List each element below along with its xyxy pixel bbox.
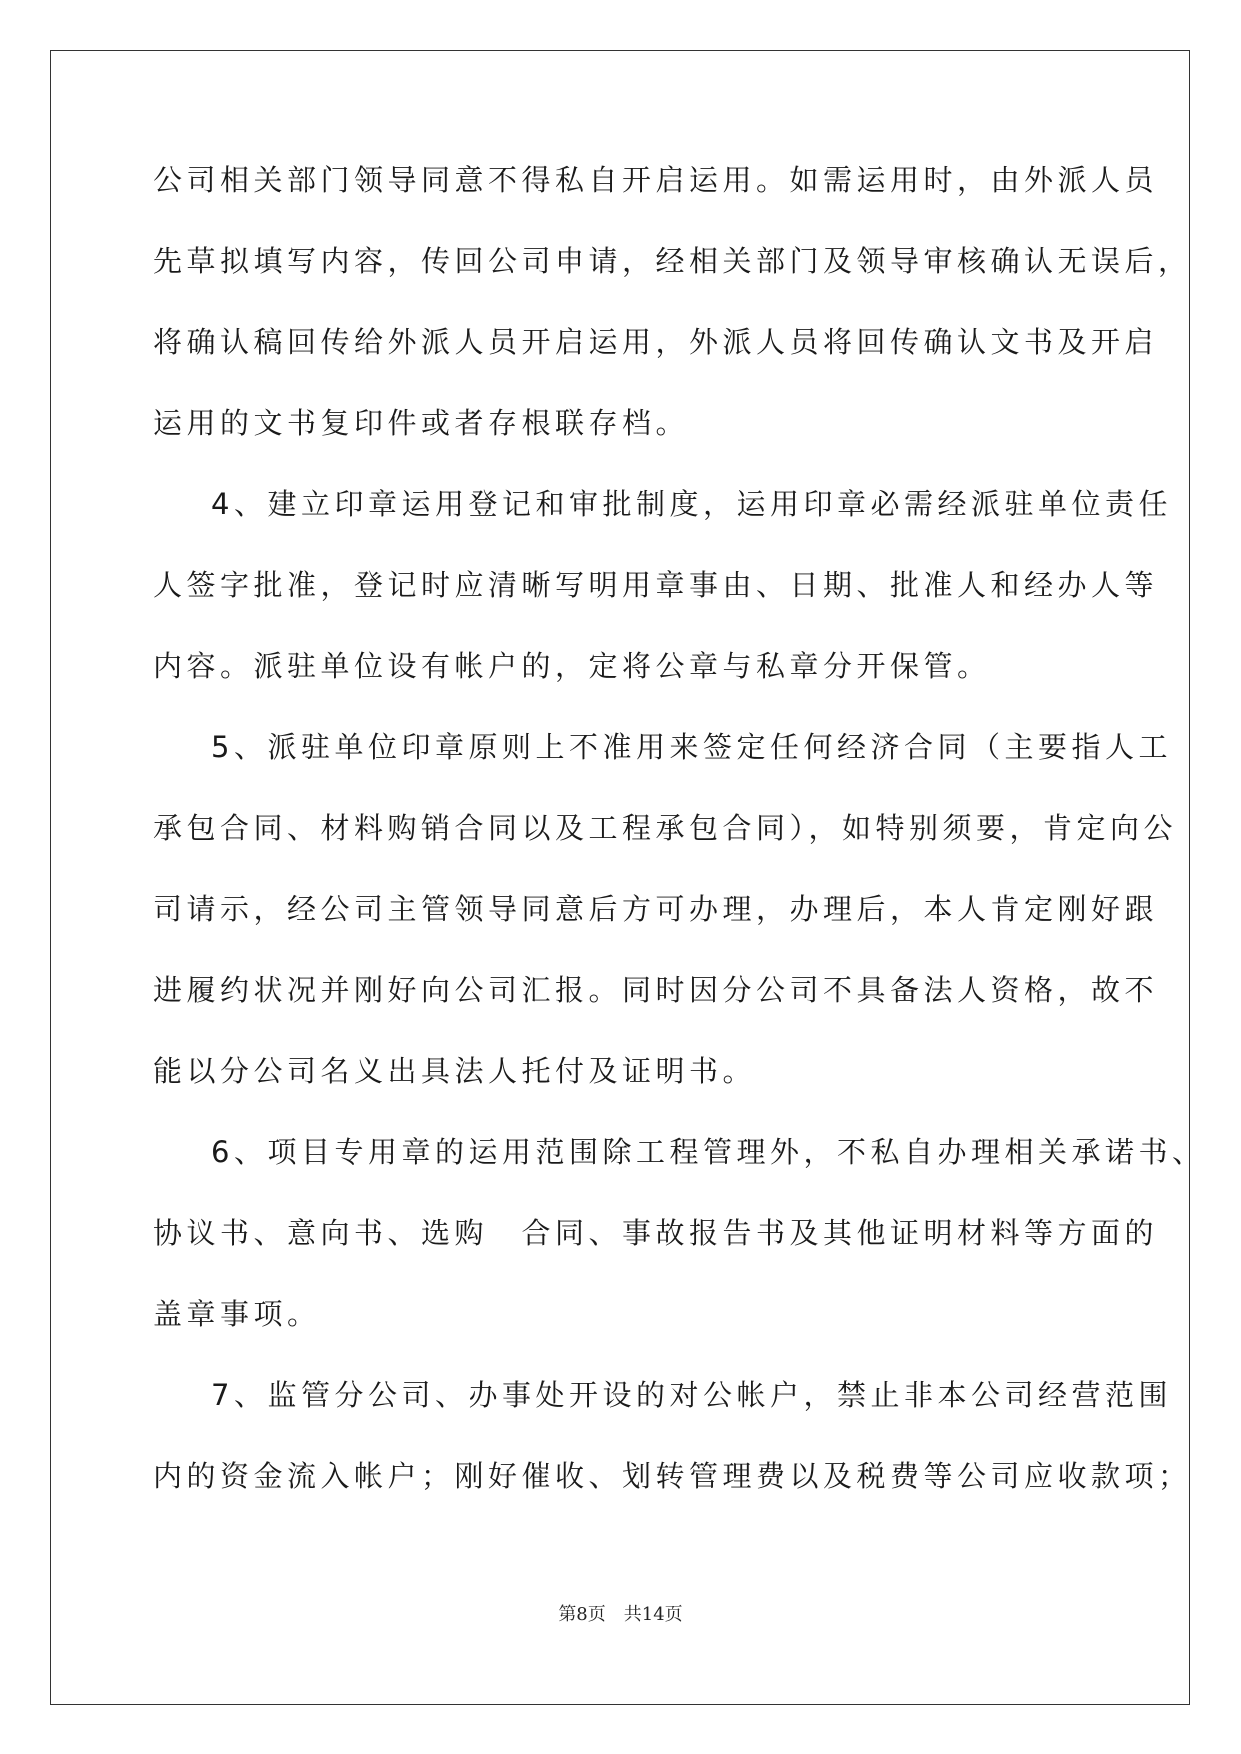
text-line: 承包合同、材料购销合同以及工程承包合同），如特别须要，肯定向公 [153,811,1178,845]
text-line: 将确认稿回传给外派人员开启运用，外派人员将回传确认文书及开启 [153,325,1159,359]
page-number: 第8页 [558,1604,606,1625]
text-line: 公司相关部门领导同意不得私自开启运用。如需运用时，由外派人员 [153,163,1159,197]
text-line: 能以分公司名义出具法人托付及证明书。 [153,1054,757,1088]
page-total: 共14页 [623,1604,683,1625]
paragraph-start-line: 6、项目专用章的运用范围除工程管理外，不私自办理相关承诺书、 [211,1135,1206,1169]
text-line: 协议书、意向书、选购 合同、事故报告书及其他证明材料等方面的 [153,1216,1159,1250]
page-footer [0,1600,1241,1626]
text-line: 内容。派驻单位设有帐户的，定将公章与私章分开保管。 [153,649,991,683]
document-body [153,155,1206,1532]
paragraph-start-line: 7、监管分公司、办事处开设的对公帐户，禁止非本公司经营范围 [211,1378,1172,1412]
text-line: 司请示，经公司主管领导同意后方可办理，办理后，本人肯定刚好跟 [153,892,1159,926]
text-line: 内的资金流入帐户；刚好催收、划转管理费以及税费等公司应收款项； [153,1459,1192,1493]
text-line: 盖章事项。 [153,1297,321,1331]
paragraph-start-line: 5、派驻单位印章原则上不准用来签定任何经济合同（主要指人工 [211,730,1172,764]
text-line: 进履约状况并刚好向公司汇报。同时因分公司不具备法人资格，故不 [153,973,1159,1007]
text-line: 人签字批准，登记时应清晰写明用章事由、日期、批准人和经办人等 [153,568,1159,602]
paragraph-start-line: 4、建立印章运用登记和审批制度，运用印章必需经派驻单位责任 [211,487,1172,521]
text-line: 先草拟填写内容，传回公司申请，经相关部门及领导审核确认无误后， [153,244,1192,278]
text-line: 运用的文书复印件或者存根联存档。 [153,406,690,440]
